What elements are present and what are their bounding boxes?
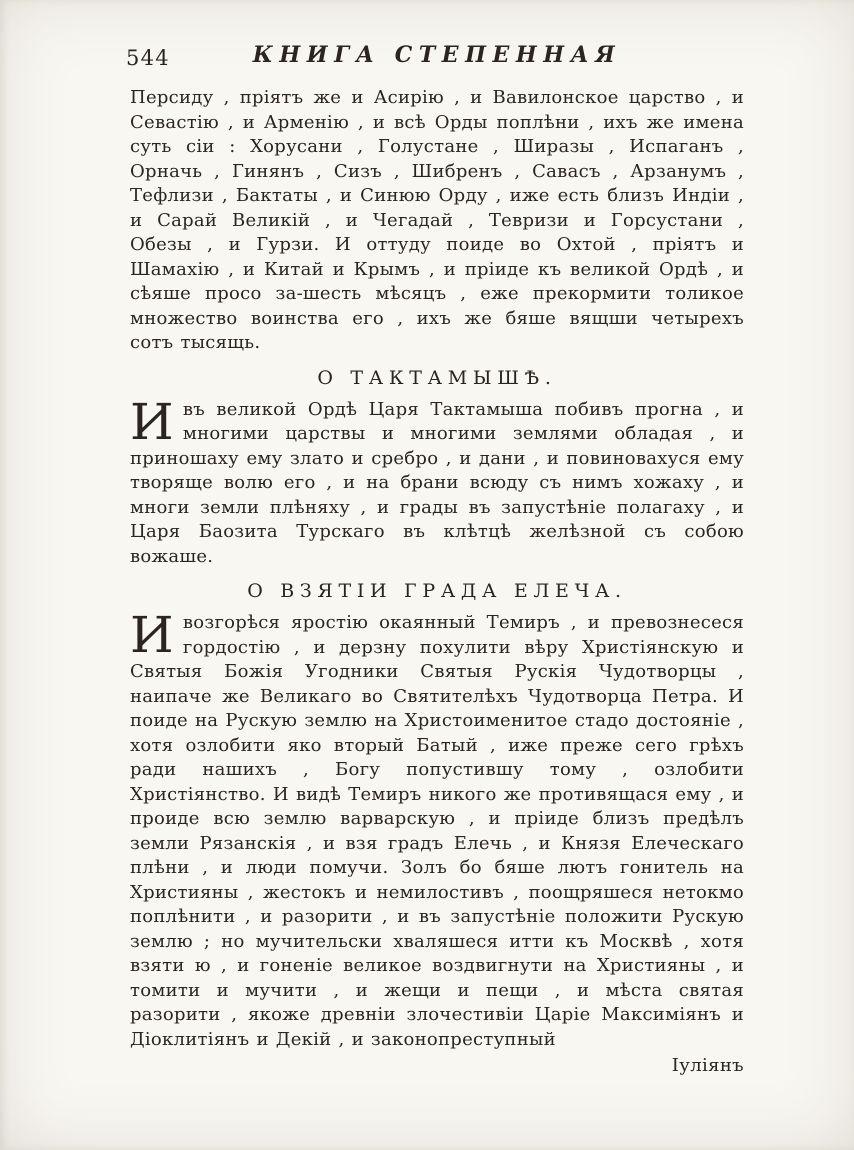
page-header — [126, 42, 744, 76]
paragraph-elech-text: возгорѣся яростію окаянный Темиръ , и превознесеся гордостію , и дерзну похулити вѣру Христіянскую и Святыя Божія Угодники Святыя Рускія Чудотворцы , наипаче же Великаго во Святителѣхъ Чудотворца Петра. И поиде на Рускую землю на Христоименитое стадо достояніе , хотя озлобити яко вторый Батый , иже преже сего грѣхъ ради нашихъ , Богу попустившу тому , озлобити Христіянство. И видѣ Темиръ никого же противящася ему , и проиде всю землю варварскую , и пріиде близъ предѣлъ земли Рязанскія , и взя градъ Елечь , и Князя Елеческаго плѣни , и люди помучи. Золъ бо бяше лютъ гонитель на Християны , жестокъ и немилостивъ , поощряшеся нетокмо поплѣнити , и разорити , и въ запустѣніе положити Рускую землю ; но мучительски хваляшеся итти къ Москвѣ , хотя взяти ю , и гоненіе великое воздвигнути на Християны , и томити и мучити , и жещи и пещи , и мѣста святая разорити , якоже древніи злочестивіи Царіе Максиміянъ и Діоклитіянъ и Декій , и законопреступный — [130, 612, 744, 1050]
text-block — [126, 42, 744, 1076]
drop-cap-initial: И — [130, 392, 174, 451]
drop-cap-initial: И — [130, 606, 174, 664]
page-number: 544 — [126, 46, 170, 70]
section-heading-elech: О ВЗЯТІИ ГРАДА ЕЛЕЧА. — [247, 580, 627, 602]
section-heading-taktamysh: О ТАКТАМЫШѢ. — [317, 366, 557, 389]
paragraph-taktamysh-text: въ великой Ордѣ Царя Тактамыша побивъ прогна , и многими царствы и многими землями обладая , и приношаху ему злато и сребро , и дани , и повиновахуся ему творяще волю его , и на брани всюду съ нимъ хожаху , и многи земли плѣняху , и грады въ запустѣніе полагаху , и Царя Баозита Турскаго въ клѣтцѣ желѣзной съ собою вожаше. — [130, 398, 744, 567]
running-title: КНИГА СТЕПЕННАЯ — [252, 42, 622, 68]
catchword: Іуліянъ — [671, 1055, 744, 1076]
paragraph-taktamysh — [130, 392, 744, 570]
intro-paragraph: Персиду , пріятъ же и Асирію , и Вавилонское царство , и Севастію , и Арменію , и всѣ Орды поплѣни , ихъ же имена суть сіи : Хорусани , Голустане , Ширазы , Испаганъ , Орначь , Гинянъ , Сизъ , Шибренъ , Савасъ , Арзанумъ , Тефлизи , Бактаты , и Синюю Орду , иже есть близъ Индіи , и Сарай Великій , и Чегадай , Тевризи и Горсустани , Обезы , и Гурзи. И оттуду поиде во Охтой , пріятъ и Шамахію , и Китай и Крымъ , и пріиде къ великой Ордѣ , и сѣяше просо за‑шесть мѣсяцъ , еже прекормити толикое множество воинства его , ихъ же бяше вящши четырехъ сотъ тысящь. — [130, 87, 744, 353]
paragraph-elech — [130, 606, 744, 1052]
